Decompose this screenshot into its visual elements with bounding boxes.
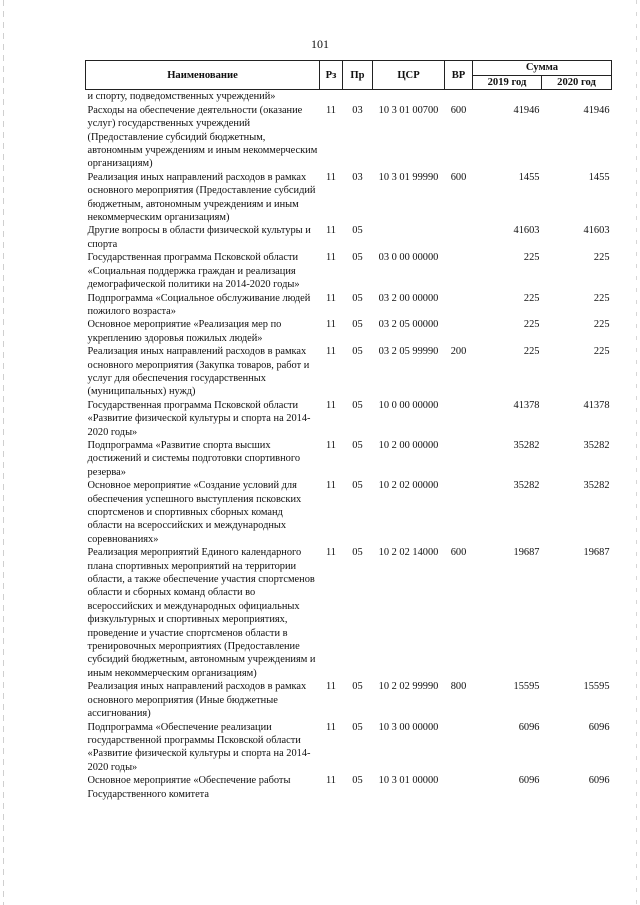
cell-name: Расходы на обеспечение деятельности (оказание услуг) государственных учреждений (Предоставление субсидий бюджетным, автономным учреждениям и иным некоммерческим организациям)	[87, 104, 318, 170]
cell-name: Государственная программа Псковской области «Развитие физической культуры и спорта на 2014-2020 годы»	[87, 399, 311, 438]
cell-csr: 10 3 01 00000	[378, 775, 439, 787]
cell-pr: 05	[352, 681, 363, 693]
header-sum: Сумма	[473, 61, 612, 76]
cell-pr: 05	[352, 252, 363, 264]
cell-csr	[373, 224, 445, 251]
cell-sum-2019: 15595	[513, 681, 540, 693]
cell-rz: 11	[325, 775, 336, 787]
table-header	[86, 61, 612, 90]
cell-csr: 10 2 02 14000	[378, 547, 439, 559]
cell-sum-2020: 6096	[588, 721, 610, 733]
cell-vr: 200	[450, 346, 467, 358]
cell-name: Реализация иных направлений расходов в рамках основного мероприятия (Закупка товаров, работ и услуг для обеспечения государственных (муниципальных) нужд)	[87, 346, 310, 398]
cell-csr: 10 2 02 99990	[378, 681, 439, 693]
cell-sum-2020: 225	[593, 292, 610, 304]
page-number: 101	[311, 37, 329, 51]
cell-vr	[445, 224, 473, 251]
cell-sum-2019: 41378	[513, 399, 540, 411]
cell-sum-2019: 225	[523, 319, 540, 331]
cell-vr	[445, 399, 473, 439]
cell-name: Реализация иных направлений расходов в рамках основного мероприятия (Иные бюджетные ассигнования)	[87, 681, 307, 720]
cell-pr: 05	[352, 225, 363, 237]
cell-csr: 10 2 00 00000	[378, 439, 439, 451]
cell-rz: 11	[325, 292, 336, 304]
cell-sum-2020: 225	[593, 346, 610, 358]
cell-rz: 11	[325, 319, 336, 331]
cell-vr: 600	[450, 171, 467, 183]
cell-sum-2019: 6096	[518, 775, 540, 787]
cell-sum-2020: 15595	[583, 681, 610, 693]
table-row	[86, 171, 612, 225]
cell-name: Подпрограмма «Развитие спорта высших достижений и системы подготовки спортивного резерва»	[87, 439, 301, 478]
cell-rz: 11	[325, 225, 336, 237]
cell-name: Реализация иных направлений расходов в рамках основного мероприятия (Предоставление субсидий бюджетным, автономным учреждениям и иным некоммерческим организациям)	[87, 171, 316, 224]
cell-csr: 03 2 05 00000	[378, 319, 439, 331]
cell-pr: 05	[352, 346, 363, 358]
cell-rz: 11	[325, 346, 336, 358]
cell-rz	[320, 90, 343, 104]
cell-sum-2019: 35282	[513, 439, 540, 451]
cell-name: Другие вопросы в области физической культуры и спорта	[87, 225, 311, 250]
header-pr: Пр	[343, 61, 373, 90]
table-row	[86, 479, 612, 546]
cell-rz: 11	[325, 547, 336, 559]
cell-pr: 03	[352, 104, 363, 116]
header-name: Наименование	[86, 61, 320, 90]
table-row	[86, 251, 612, 291]
cell-sum-2019: 6096	[518, 721, 540, 733]
cell-rz: 11	[325, 252, 336, 264]
cell-csr	[373, 90, 445, 104]
table-row	[86, 399, 612, 439]
table-row	[86, 680, 612, 720]
cell-sum-2020: 35282	[583, 439, 610, 451]
table-row	[86, 318, 612, 345]
cell-name: Основное мероприятие «Обеспечение работы Государственного комитета	[87, 775, 291, 800]
cell-name: Основное мероприятие «Реализация мер по укреплению здоровья пожилых людей»	[87, 319, 282, 344]
cell-sum-2020: 41378	[583, 399, 610, 411]
header-year-2019: 2019 год	[473, 76, 542, 90]
cell-name: Подпрограмма «Обеспечение реализации государственной программы Псковской области «Развитие физической культуры и спорта на 2014-2020 годы»	[87, 721, 311, 773]
cell-sum-2019: 225	[523, 346, 540, 358]
table-row	[86, 292, 612, 319]
cell-vr	[445, 479, 473, 546]
cell-vr	[445, 721, 473, 775]
cell-csr: 10 0 00 00000	[378, 399, 439, 411]
cell-pr: 05	[352, 292, 363, 304]
table-row	[86, 721, 612, 775]
cell-pr: 05	[352, 319, 363, 331]
cell-name: Реализация мероприятий Единого календарного плана спортивных мероприятий на территории области, а также обеспечение участия спортсменов области и сборных команд области во всероссийских и международных официальных физкультурных и спортивных мероприятиях, проведение и участие спортсменов области в тренировочных мероприятиях (Предоставление субсидий бюджетным, автономным учреждениям и иным некоммерческим организациям)	[87, 547, 316, 679]
cell-vr	[445, 292, 473, 319]
cell-vr	[445, 774, 473, 801]
cell-rz: 11	[325, 104, 336, 116]
cell-rz: 11	[325, 439, 336, 451]
cell-sum-2020: 19687	[583, 547, 610, 559]
cell-csr: 03 0 00 00000	[378, 252, 439, 264]
cell-rz: 11	[325, 399, 336, 411]
cell-csr: 10 3 01 99990	[378, 171, 439, 183]
table-row	[86, 90, 612, 104]
cell-rz: 11	[325, 480, 336, 492]
cell-name: Основное мероприятие «Создание условий для обеспечения успешного выступления псковских спортсменов и спортивных сборных команд области на всероссийских и международных соревнованиях»	[87, 480, 302, 545]
cell-pr: 05	[352, 775, 363, 787]
cell-sum-2020: 225	[593, 252, 610, 264]
table-row	[86, 345, 612, 399]
header-csr: ЦСР	[373, 61, 445, 90]
cell-sum-2019: 225	[523, 252, 540, 264]
cell-vr	[445, 318, 473, 345]
cell-sum-2020: 41603	[583, 225, 610, 237]
cell-pr: 05	[352, 547, 363, 559]
cell-vr: 600	[450, 547, 467, 559]
scan-edge-left	[3, 0, 4, 905]
cell-pr	[343, 90, 373, 104]
cell-sum-2019: 41946	[513, 104, 540, 116]
table-body	[86, 90, 612, 801]
cell-csr: 10 3 00 00000	[378, 721, 439, 733]
cell-sum-2019: 19687	[513, 547, 540, 559]
cell-name: и спорту, подведомственных учреждений»	[87, 91, 276, 103]
cell-sum-2019: 225	[523, 292, 540, 304]
cell-sum-2020	[542, 90, 612, 104]
table-row	[86, 104, 612, 171]
cell-sum-2020: 1455	[588, 171, 610, 183]
cell-sum-2019: 35282	[513, 480, 540, 492]
cell-sum-2019: 1455	[518, 171, 540, 183]
cell-sum-2020: 6096	[588, 775, 610, 787]
cell-vr	[445, 439, 473, 479]
cell-pr: 05	[352, 399, 363, 411]
cell-vr	[445, 90, 473, 104]
cell-pr: 05	[352, 721, 363, 733]
cell-csr: 03 2 05 99990	[378, 346, 439, 358]
cell-name: Подпрограмма «Социальное обслуживание людей пожилого возраста»	[87, 292, 311, 317]
cell-rz: 11	[325, 721, 336, 733]
cell-name: Государственная программа Псковской области «Социальная поддержка граждан и реализация демографической политики на 2014-2020 годы»	[87, 252, 300, 291]
table-row	[86, 439, 612, 479]
table-row	[86, 224, 612, 251]
cell-rz: 11	[325, 171, 336, 183]
cell-rz: 11	[325, 681, 336, 693]
scan-edge-right	[636, 0, 637, 905]
table-row	[86, 774, 612, 801]
header-rz: Рз	[320, 61, 343, 90]
cell-sum-2020: 225	[593, 319, 610, 331]
budget-table	[85, 60, 612, 801]
cell-csr: 10 2 02 00000	[378, 480, 439, 492]
header-year-2020: 2020 год	[542, 76, 612, 90]
cell-vr	[445, 251, 473, 291]
cell-sum-2019: 41603	[513, 225, 540, 237]
cell-pr: 05	[352, 480, 363, 492]
table-row	[86, 546, 612, 680]
cell-sum-2019	[473, 90, 542, 104]
cell-sum-2020: 41946	[583, 104, 610, 116]
cell-pr: 03	[352, 171, 363, 183]
cell-vr: 600	[450, 104, 467, 116]
cell-sum-2020: 35282	[583, 480, 610, 492]
cell-csr: 03 2 00 00000	[378, 292, 439, 304]
header-vr: ВР	[445, 61, 473, 90]
cell-pr: 05	[352, 439, 363, 451]
cell-vr: 800	[450, 681, 467, 693]
cell-csr: 10 3 01 00700	[378, 104, 439, 116]
